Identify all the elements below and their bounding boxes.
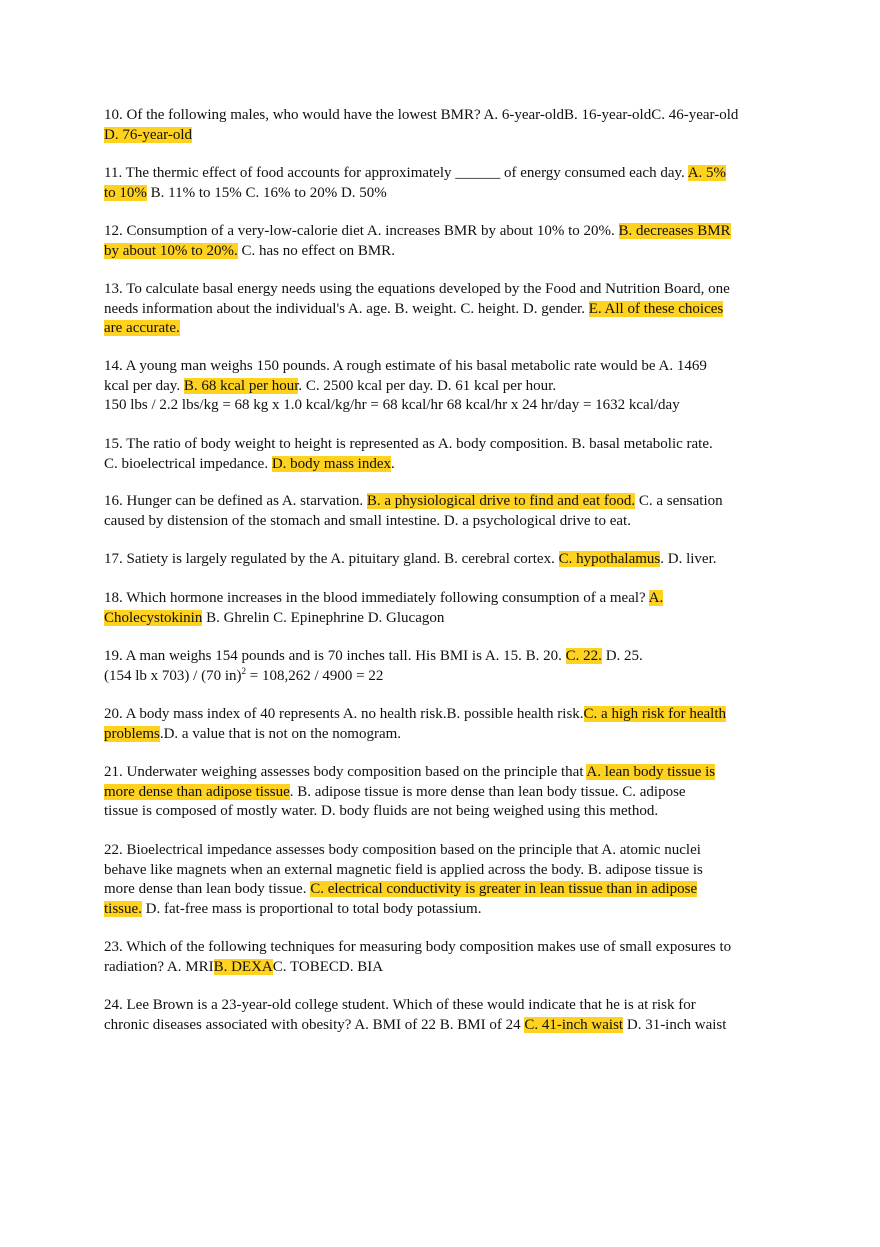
question-text: C. a sensation	[635, 493, 723, 509]
question-line	[104, 647, 786, 667]
question-line	[104, 1016, 786, 1036]
question-line	[104, 550, 786, 570]
superscript: 2	[241, 665, 246, 676]
question-text: caused by distension of the stomach and small intestine. D. a psychological drive to eat.	[104, 512, 631, 529]
question-text: . D. liver.	[660, 551, 717, 567]
question-14	[104, 357, 786, 416]
highlighted-answer: Cholecystokinin	[104, 609, 203, 626]
question-text: (154 lb x 703) / (70 in)	[104, 667, 242, 684]
question-text: D. 31-inch waist	[623, 1016, 727, 1033]
highlighted-answer: D. 76-year-old	[104, 126, 193, 143]
question-10	[104, 106, 786, 145]
highlighted-answer: tissue.	[104, 900, 142, 917]
question-text: B. 11% to 15% C. 16% to 20% D. 50%	[146, 184, 387, 201]
question-text: radiation? A. MRI	[104, 958, 214, 975]
question-19	[104, 647, 786, 686]
question-text: 24. Lee Brown is a 23-year-old college student. Which of these would indicate that he is at risk for	[104, 997, 696, 1013]
question-line	[104, 435, 786, 455]
highlighted-answer: E. All of these choices	[588, 300, 724, 317]
question-15	[104, 435, 786, 474]
question-text: 13. To calculate basal energy needs using the equations developed by the Food and Nutrition Board, one	[104, 281, 730, 297]
highlighted-answer: A.	[648, 590, 664, 606]
question-text: D. fat-free mass is proportional to total body potassium.	[141, 900, 482, 917]
question-line	[104, 705, 786, 725]
question-text: needs information about the individual's A. age. B. weight. C. height. D. gender.	[104, 300, 589, 317]
question-text: 22. Bioelectrical impedance assesses body composition based on the principle that A. atomic nuclei	[104, 842, 701, 858]
question-20	[104, 705, 786, 744]
question-13	[104, 280, 786, 339]
question-text: D. 25.	[601, 648, 643, 664]
question-line	[104, 300, 786, 320]
question-text: tissue is composed of mostly water. D. body fluids are not being weighed using this method.	[104, 803, 659, 819]
question-text: 150 lbs / 2.2 lbs/kg = 68 kg x 1.0 kcal/kg/hr = 68 kcal/hr 68 kcal/hr x 24 hr/day = 1632 kcal/day	[104, 397, 680, 413]
question-text: C. TOBECD. BIA	[272, 958, 384, 975]
question-text: 16. Hunger can be defined as A. starvation.	[104, 493, 367, 509]
question-line	[104, 783, 786, 803]
question-line	[104, 455, 786, 475]
question-line	[104, 589, 786, 609]
highlighted-answer: C. hypothalamus	[558, 551, 661, 567]
question-line	[104, 958, 786, 978]
question-text: more dense than lean body tissue.	[104, 881, 311, 897]
question-line	[104, 763, 786, 783]
highlighted-answer: C. a high risk for health	[583, 706, 727, 722]
question-text: B. Ghrelin C. Epinephrine D. Glucagon	[202, 609, 445, 626]
question-text: 21. Underwater weighing assesses body composition based on the principle that	[104, 764, 587, 780]
question-line	[104, 512, 786, 532]
question-11	[104, 164, 786, 203]
highlighted-answer: to 10%	[104, 184, 147, 201]
question-line	[104, 609, 786, 629]
question-line	[104, 396, 786, 416]
question-text: 23. Which of the following techniques for measuring body composition makes use of small exposures to	[104, 939, 732, 955]
question-line	[104, 222, 786, 242]
question-text: . C. 2500 kcal per day. D. 61 kcal per hour.	[298, 377, 557, 394]
question-line	[104, 861, 786, 881]
question-text: 12. Consumption of a very-low-calorie diet A. increases BMR by about 10% to 20%.	[104, 223, 619, 239]
question-text: 10. Of the following males, who would have the lowest BMR? A. 6-year-oldB. 16-year-oldC. 46-year-old	[104, 107, 739, 123]
question-24	[104, 996, 786, 1035]
question-text: .	[391, 455, 395, 472]
highlighted-answer: by about 10% to 20%.	[104, 242, 238, 259]
question-line	[104, 242, 786, 262]
question-line	[104, 184, 786, 204]
question-text: kcal per day.	[104, 377, 184, 394]
highlighted-answer: B. DEXA	[213, 958, 273, 975]
question-23	[104, 938, 786, 977]
highlighted-answer: A. 5%	[687, 165, 727, 181]
question-16	[104, 492, 786, 531]
question-line	[104, 357, 786, 377]
question-text: 20. A body mass index of 40 represents A. no health risk.B. possible health risk.	[104, 706, 584, 722]
question-text: 11. The thermic effect of food accounts for approximately ______ of energy consumed each day.	[104, 165, 688, 181]
question-line	[104, 900, 786, 920]
question-line	[104, 996, 786, 1016]
highlighted-answer: A. lean body tissue is	[586, 764, 716, 780]
question-17	[104, 550, 786, 570]
question-line	[104, 880, 786, 900]
highlighted-answer: problems	[104, 725, 160, 742]
question-text: 17. Satiety is largely regulated by the A. pituitary gland. B. cerebral cortex.	[104, 551, 559, 567]
question-line	[104, 377, 786, 397]
highlighted-answer: B. 68 kcal per hour	[183, 377, 299, 394]
highlighted-answer: are accurate.	[104, 320, 180, 336]
question-text: 15. The ratio of body weight to height is represented as A. body composition. B. basal metabolic rate.	[104, 436, 713, 452]
question-18	[104, 589, 786, 628]
question-text: C. has no effect on BMR.	[237, 242, 395, 259]
question-text: .D. a value that is not on the nomogram.	[159, 725, 402, 742]
question-line	[104, 492, 786, 512]
question-line	[104, 938, 786, 958]
highlighted-answer: B. a physiological drive to find and eat food.	[366, 493, 636, 509]
question-line	[104, 106, 786, 126]
question-text: 18. Which hormone increases in the blood immediately following consumption of a meal?	[104, 590, 649, 606]
question-text: behave like magnets when an external magnetic field is applied across the body. B. adipose tissue is	[104, 861, 703, 878]
question-22	[104, 841, 786, 919]
highlighted-answer: C. 41-inch waist	[524, 1016, 624, 1033]
question-line	[104, 802, 786, 822]
question-line	[104, 164, 786, 184]
highlighted-answer: D. body mass index	[271, 455, 392, 472]
highlighted-answer: C. 22.	[565, 648, 602, 664]
question-line	[104, 725, 786, 745]
highlighted-answer: B. decreases BMR	[618, 223, 731, 239]
question-12	[104, 222, 786, 261]
question-text: . B. adipose tissue is more dense than lean body tissue. C. adipose	[289, 783, 686, 800]
question-text: 14. A young man weighs 150 pounds. A rough estimate of his basal metabolic rate would be A. 1469	[104, 358, 707, 374]
question-text: = 108,262 / 4900 = 22	[245, 667, 384, 684]
question-text: chronic diseases associated with obesity? A. BMI of 22 B. BMI of 24	[104, 1016, 525, 1033]
highlighted-answer: more dense than adipose tissue	[104, 783, 290, 800]
question-text: 19. A man weighs 154 pounds and is 70 inches tall. His BMI is A. 15. B. 20.	[104, 648, 566, 664]
question-line	[104, 319, 786, 339]
question-line	[104, 126, 786, 146]
question-text: C. bioelectrical impedance.	[104, 455, 272, 472]
highlighted-answer: C. electrical conductivity is greater in lean tissue than in adipose	[310, 881, 698, 897]
question-line	[104, 841, 786, 861]
question-line	[104, 280, 786, 300]
question-21	[104, 763, 786, 822]
question-line	[104, 667, 786, 687]
